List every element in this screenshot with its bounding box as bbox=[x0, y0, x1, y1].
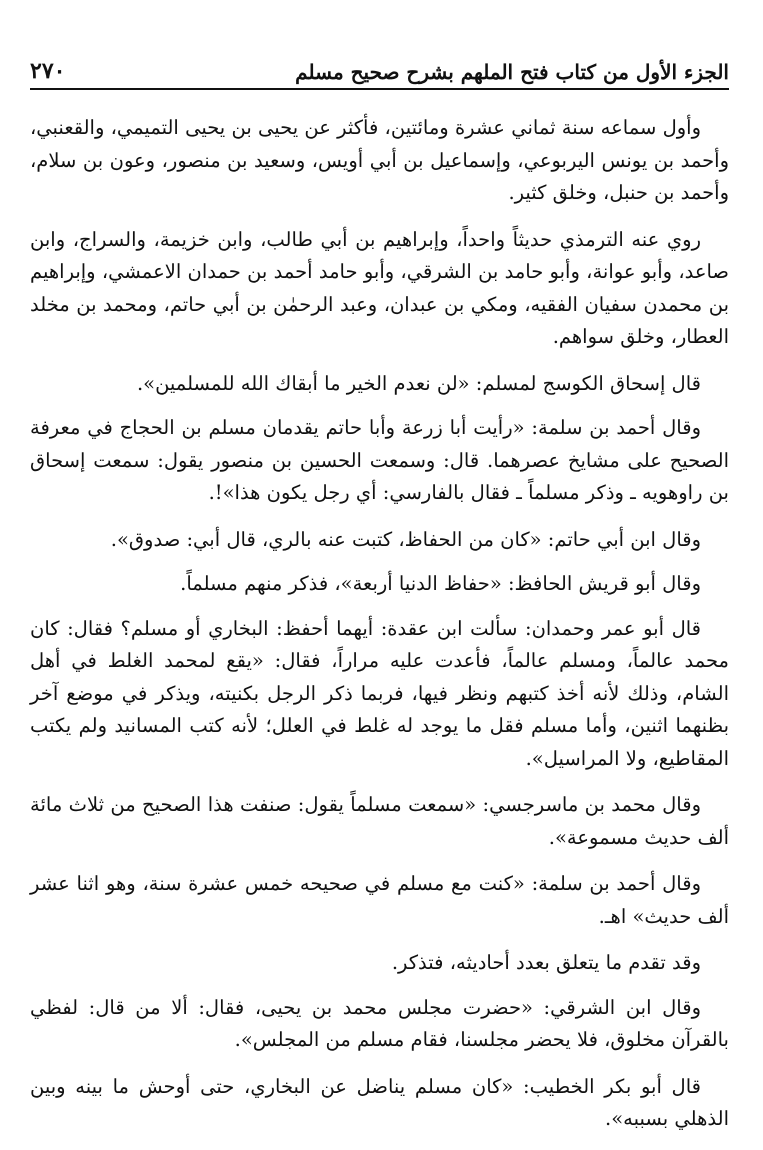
paragraph: وقال أبو قريش الحافظ: «حفاظ الدنيا أربعة»، فذكر منهم مسلماً. bbox=[180, 572, 701, 595]
paragraph: قال أبو بكر الخطيب: «كان مسلم يناضل عن البخاري، حتى أوحش ما بينه وبين الذهلي بسببه». bbox=[30, 1074, 729, 1130]
paragraph: وقد تقدم ما يتعلق بعدد أحاديثه، فتذكر. bbox=[391, 951, 701, 974]
paragraph: وقال ابن أبي حاتم: «كان من الحفاظ، كتبت عنه بالري، قال أبي: صدوق». bbox=[110, 527, 701, 551]
paragraph: وقال ابن الشرقي: «حضرت مجلس محمد بن يحيى، فقال: ألا من قال: لفظي بالقرآن مخلوق، فلا يحضر مجلسنا، فقام مسلم من المجلس». bbox=[30, 995, 729, 1051]
page-number: ٢٧٠ bbox=[30, 58, 66, 84]
page-header bbox=[30, 58, 729, 90]
page-body bbox=[30, 112, 729, 1150]
paragraph: وقال أحمد بن سلمة: «رأيت أبا زرعة وأبا حاتم يقدمان مسلم بن الحجاج في معرفة الصحيح على مشايخ عصرهما. قال: وسمعت الحسين بن منصور يقول: سمعت إسحاق بن راوهويه ـ وذكر مسلماً ـ فقال بالفارسي: أي رجل يكون هذا»!. bbox=[30, 416, 729, 504]
paragraph: قال إسحاق الكوسج لمسلم: «لن نعدم الخير ما أبقاك الله للمسلمين». bbox=[136, 371, 701, 395]
paragraph: روي عنه الترمذي حديثاً واحداً، وإبراهيم بن أبي طالب، وابن خزيمة، والسراج، وابن صاعد، وأبو عوانة، وأبو حامد بن الشرقي، وأبو حامد أحمد بن حمدان الاعمشي، وإبراهيم بن محمدن سفيان الفقيه، ومكي بن عبدان، وعبد الرحمٰن بن أبي حاتم، ومحمد بن مخلد العطار، وخلق سواهم. bbox=[30, 227, 729, 348]
paragraph: وقال أحمد بن سلمة: «كنت مع مسلم في صحيحه خمس عشرة سنة، وهو اثنا عشر ألف حديث» اهـ. bbox=[30, 872, 729, 928]
paragraph: وقال محمد بن ماسرجسي: «سمعت مسلماً يقول: صنفت هذا الصحيح من ثلاث مائة ألف حديث مسموعة». bbox=[30, 793, 729, 849]
paragraph: قال أبو عمر وحمدان: سألت ابن عقدة: أيهما أحفظ: البخاري أو مسلم؟ فقال: كان محمد عالماً، ومسلم عالماً، فأعدت عليه مراراً، فقال: «يقع لمحمد الغلط في أهل الشام، وذلك لأنه أخذ كتبهم ونظر فيها، فربما ذكر الرجل بكنيته، ويذكر في موضع آخر بظنهما اثنين، وأما مسلم فقل ما يوجد له غلط في العلل؛ لأنه كتب المسانيد ولم يكتب المقاطيع، ولا المراسيل». bbox=[30, 616, 729, 770]
running-title: الجزء الأول من كتاب فتح الملهم بشرح صحيح مسلم bbox=[295, 60, 729, 84]
paragraph: وأول سماعه سنة ثماني عشرة ومائتين، فأكثر عن يحيى بن يحيى التميمي، والقعنبي، وأحمد بن يونس اليربوعي، وإسماعيل بن أبي أويس، وسعيد بن منصور، وعون بن سلام، وأحمد بن حنبل، وخلق كثير. bbox=[30, 116, 729, 204]
